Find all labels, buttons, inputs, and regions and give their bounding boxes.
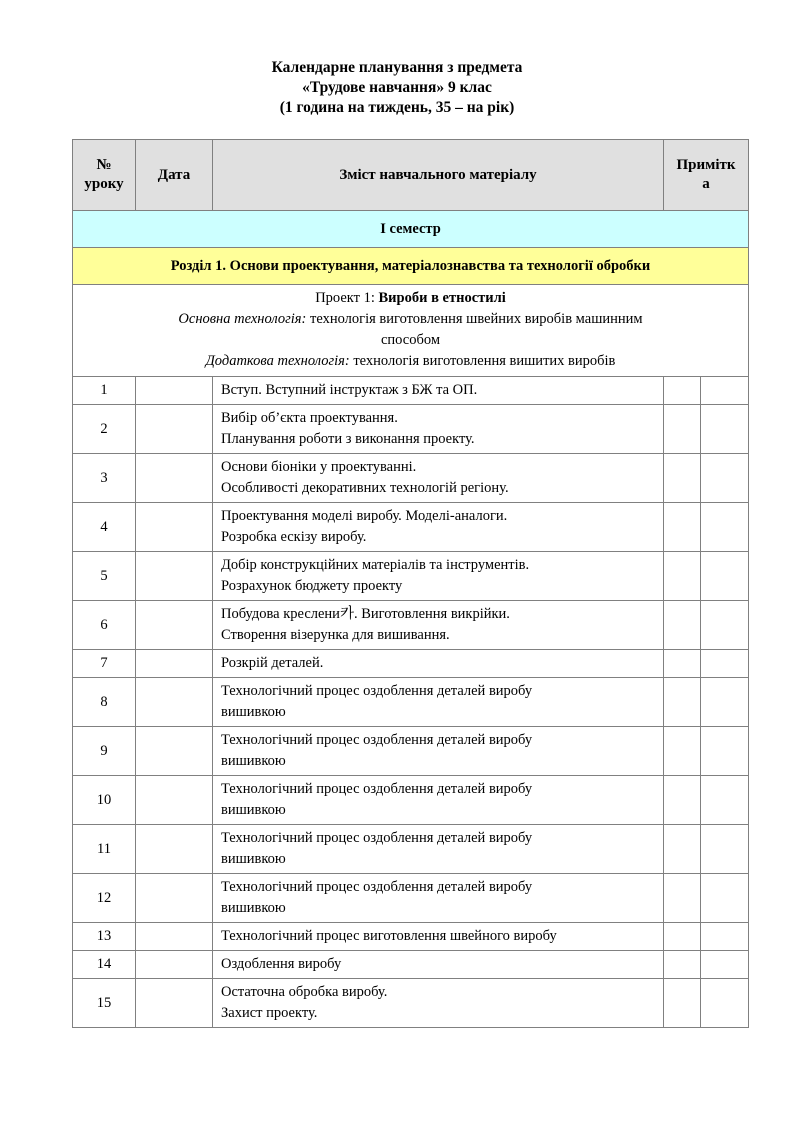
header-cell-content: Зміст навчального матеріалу	[213, 140, 664, 211]
lesson-content-line: Технологічний процес оздоблення деталей виробу	[221, 781, 533, 797]
table-row	[73, 825, 749, 874]
header-number-line2: уроку	[84, 176, 124, 192]
lesson-note-cell-b[interactable]	[701, 678, 749, 727]
project-extra-tech-text: технологія виготовлення вишитих виробів	[349, 353, 616, 369]
lesson-date-cell[interactable]	[136, 377, 213, 405]
lesson-note-cell-b[interactable]	[701, 825, 749, 874]
lesson-date-cell[interactable]	[136, 776, 213, 825]
lesson-content-cell	[213, 377, 664, 405]
project-description-cell	[73, 285, 749, 377]
lesson-content-cell	[213, 923, 664, 951]
lesson-content-cell	[213, 454, 664, 503]
table-row	[73, 979, 749, 1028]
project-description-row	[73, 285, 749, 377]
title-line-1: Календарне планування з предмета	[271, 59, 523, 76]
header-number-line1: №	[96, 157, 112, 173]
lesson-note-cell-b[interactable]	[701, 377, 749, 405]
lesson-note-cell-a[interactable]	[664, 874, 701, 923]
lesson-content-cell	[213, 825, 664, 874]
lesson-number-cell: 13	[73, 923, 136, 951]
project-main-tech-line	[79, 309, 742, 330]
project-main-tech-label: Основна технологія:	[178, 311, 307, 327]
section-band-label: Розділ 1. Основи проектування, матеріалознавства та технології обробки	[73, 248, 749, 285]
table-row	[73, 552, 749, 601]
lesson-note-cell-a[interactable]	[664, 951, 701, 979]
table-row	[73, 923, 749, 951]
lesson-content-line: Остаточна обробка виробу.	[221, 984, 388, 1000]
lesson-number-cell: 4	[73, 503, 136, 552]
lesson-date-cell[interactable]	[136, 678, 213, 727]
lesson-number-cell: 8	[73, 678, 136, 727]
lesson-content-cell	[213, 552, 664, 601]
lesson-content-line: вишивкою	[221, 851, 286, 867]
project-title-name: Вироби в етностилі	[378, 290, 506, 306]
title-line-3: (1 година на тиждень, 35 – на рік)	[279, 99, 515, 116]
lesson-content-cell	[213, 776, 664, 825]
lesson-note-cell-b[interactable]	[701, 601, 749, 650]
lesson-content-line: вишивкою	[221, 704, 286, 720]
lesson-content-cell	[213, 874, 664, 923]
lesson-note-cell-b[interactable]	[701, 454, 749, 503]
header-cell-note	[664, 140, 749, 211]
table-row	[73, 776, 749, 825]
lesson-content-line: Оздоблення виробу	[221, 956, 342, 972]
title-line-2: «Трудове навчання» 9 клас	[302, 79, 492, 96]
lesson-date-cell[interactable]	[136, 552, 213, 601]
lesson-number-cell: 10	[73, 776, 136, 825]
lesson-content-line: Особливості декоративних технологій регіону.	[221, 480, 509, 496]
lesson-note-cell-a[interactable]	[664, 405, 701, 454]
lesson-date-cell[interactable]	[136, 727, 213, 776]
lesson-number-cell: 11	[73, 825, 136, 874]
lesson-number-cell: 15	[73, 979, 136, 1028]
document-title	[0, 0, 794, 118]
lesson-content-cell	[213, 503, 664, 552]
project-extra-tech-label: Додаткова технологія:	[205, 353, 350, 369]
lesson-number-cell: 7	[73, 650, 136, 678]
lesson-number-cell: 2	[73, 405, 136, 454]
lesson-note-cell-a[interactable]	[664, 825, 701, 874]
table-row	[73, 951, 749, 979]
lesson-content-line: Технологічний процес оздоблення деталей виробу	[221, 683, 533, 699]
lesson-note-cell-b[interactable]	[701, 405, 749, 454]
lesson-date-cell[interactable]	[136, 979, 213, 1028]
lesson-note-cell-b[interactable]	[701, 923, 749, 951]
lesson-number-cell: 3	[73, 454, 136, 503]
lesson-content-cell	[213, 405, 664, 454]
lesson-content-cell	[213, 678, 664, 727]
header-cell-date: Дата	[136, 140, 213, 211]
lesson-note-cell-b[interactable]	[701, 727, 749, 776]
lesson-note-cell-a[interactable]	[664, 727, 701, 776]
project-main-tech-text: технологія виготовлення швейних виробів машинним	[306, 311, 643, 327]
lesson-note-cell-a[interactable]	[664, 552, 701, 601]
lesson-content-line: Вибір об’єкта проектування.	[221, 410, 398, 426]
section-band-row	[73, 248, 749, 285]
lesson-date-cell[interactable]	[136, 454, 213, 503]
lesson-content-line: Побудова креслени카. Виготовлення викрійки.	[221, 606, 510, 622]
lesson-content-cell	[213, 601, 664, 650]
lesson-content-line: Планування роботи з виконання проекту.	[221, 431, 475, 447]
lesson-number-cell: 12	[73, 874, 136, 923]
lesson-note-cell-a[interactable]	[664, 601, 701, 650]
table-row	[73, 727, 749, 776]
lesson-date-cell[interactable]	[136, 601, 213, 650]
lesson-note-cell-b[interactable]	[701, 552, 749, 601]
lesson-number-cell: 14	[73, 951, 136, 979]
lesson-content-line: Захист проекту.	[221, 1005, 318, 1021]
lesson-content-line: Технологічний процес виготовлення швейного виробу	[221, 928, 557, 944]
lesson-content-line: Добір конструкційних матеріалів та інструментів.	[221, 557, 530, 573]
project-extra-tech-line	[79, 351, 742, 372]
lesson-content-line: вишивкою	[221, 802, 286, 818]
lesson-note-cell-b[interactable]	[701, 979, 749, 1028]
lesson-date-cell[interactable]	[136, 405, 213, 454]
lesson-note-cell-a[interactable]	[664, 979, 701, 1028]
lesson-note-cell-b[interactable]	[701, 776, 749, 825]
calendar-plan-table	[72, 139, 749, 1028]
lesson-content-cell	[213, 727, 664, 776]
table-row	[73, 454, 749, 503]
lesson-note-cell-b[interactable]	[701, 650, 749, 678]
lesson-note-cell-a[interactable]	[664, 650, 701, 678]
project-main-tech-line2: способом	[380, 332, 441, 348]
lesson-number-cell: 6	[73, 601, 136, 650]
lesson-date-cell[interactable]	[136, 951, 213, 979]
lesson-note-cell-b[interactable]	[701, 951, 749, 979]
table-row	[73, 377, 749, 405]
lesson-content-cell	[213, 650, 664, 678]
lesson-content-line: Вступ. Вступний інструктаж з БЖ та ОП.	[221, 382, 478, 398]
header-note-line1: Примітк	[676, 157, 736, 173]
table-row	[73, 601, 749, 650]
lesson-content-line: вишивкою	[221, 753, 286, 769]
lesson-note-cell-a[interactable]	[664, 377, 701, 405]
lesson-content-line: Розробка ескізу виробу.	[221, 529, 367, 545]
lesson-date-cell[interactable]	[136, 503, 213, 552]
table-row	[73, 874, 749, 923]
lesson-date-cell[interactable]	[136, 825, 213, 874]
lesson-content-line: Технологічний процес оздоблення деталей виробу	[221, 830, 533, 846]
lesson-content-line: Технологічний процес оздоблення деталей виробу	[221, 732, 533, 748]
project-title-prefix: Проект 1:	[315, 290, 379, 306]
lesson-date-cell[interactable]	[136, 923, 213, 951]
lesson-number-cell: 5	[73, 552, 136, 601]
lesson-content-line: Проектування моделі виробу. Моделі-аналоги.	[221, 508, 508, 524]
lesson-note-cell-a[interactable]	[664, 678, 701, 727]
lesson-content-line: вишивкою	[221, 900, 286, 916]
lesson-content-cell	[213, 979, 664, 1028]
project-title-line	[79, 288, 742, 309]
table-row	[73, 678, 749, 727]
lesson-date-cell[interactable]	[136, 874, 213, 923]
lesson-content-line: Розкрій деталей.	[221, 655, 324, 671]
lesson-content-line: Створення візерунка для вишивання.	[221, 627, 450, 643]
lesson-content-cell	[213, 951, 664, 979]
lesson-note-cell-b[interactable]	[701, 874, 749, 923]
lesson-date-cell[interactable]	[136, 650, 213, 678]
lesson-content-line: Основи біоніки у проектуванні.	[221, 459, 417, 475]
lesson-note-cell-a[interactable]	[664, 454, 701, 503]
header-cell-number	[73, 140, 136, 211]
lesson-note-cell-a[interactable]	[664, 776, 701, 825]
table-row	[73, 405, 749, 454]
table-row	[73, 650, 749, 678]
header-note-line2: а	[702, 176, 710, 192]
table-row	[73, 503, 749, 552]
lesson-note-cell-a[interactable]	[664, 923, 701, 951]
lesson-content-line: Технологічний процес оздоблення деталей виробу	[221, 879, 533, 895]
semester-band-row	[73, 211, 749, 248]
lesson-number-cell: 9	[73, 727, 136, 776]
semester-band-label: I семестр	[73, 211, 749, 248]
lesson-content-line: Розрахунок бюджету проекту	[221, 578, 403, 594]
lesson-number-cell: 1	[73, 377, 136, 405]
lesson-note-cell-b[interactable]	[701, 503, 749, 552]
table-header-row	[73, 140, 749, 211]
lesson-note-cell-a[interactable]	[664, 503, 701, 552]
